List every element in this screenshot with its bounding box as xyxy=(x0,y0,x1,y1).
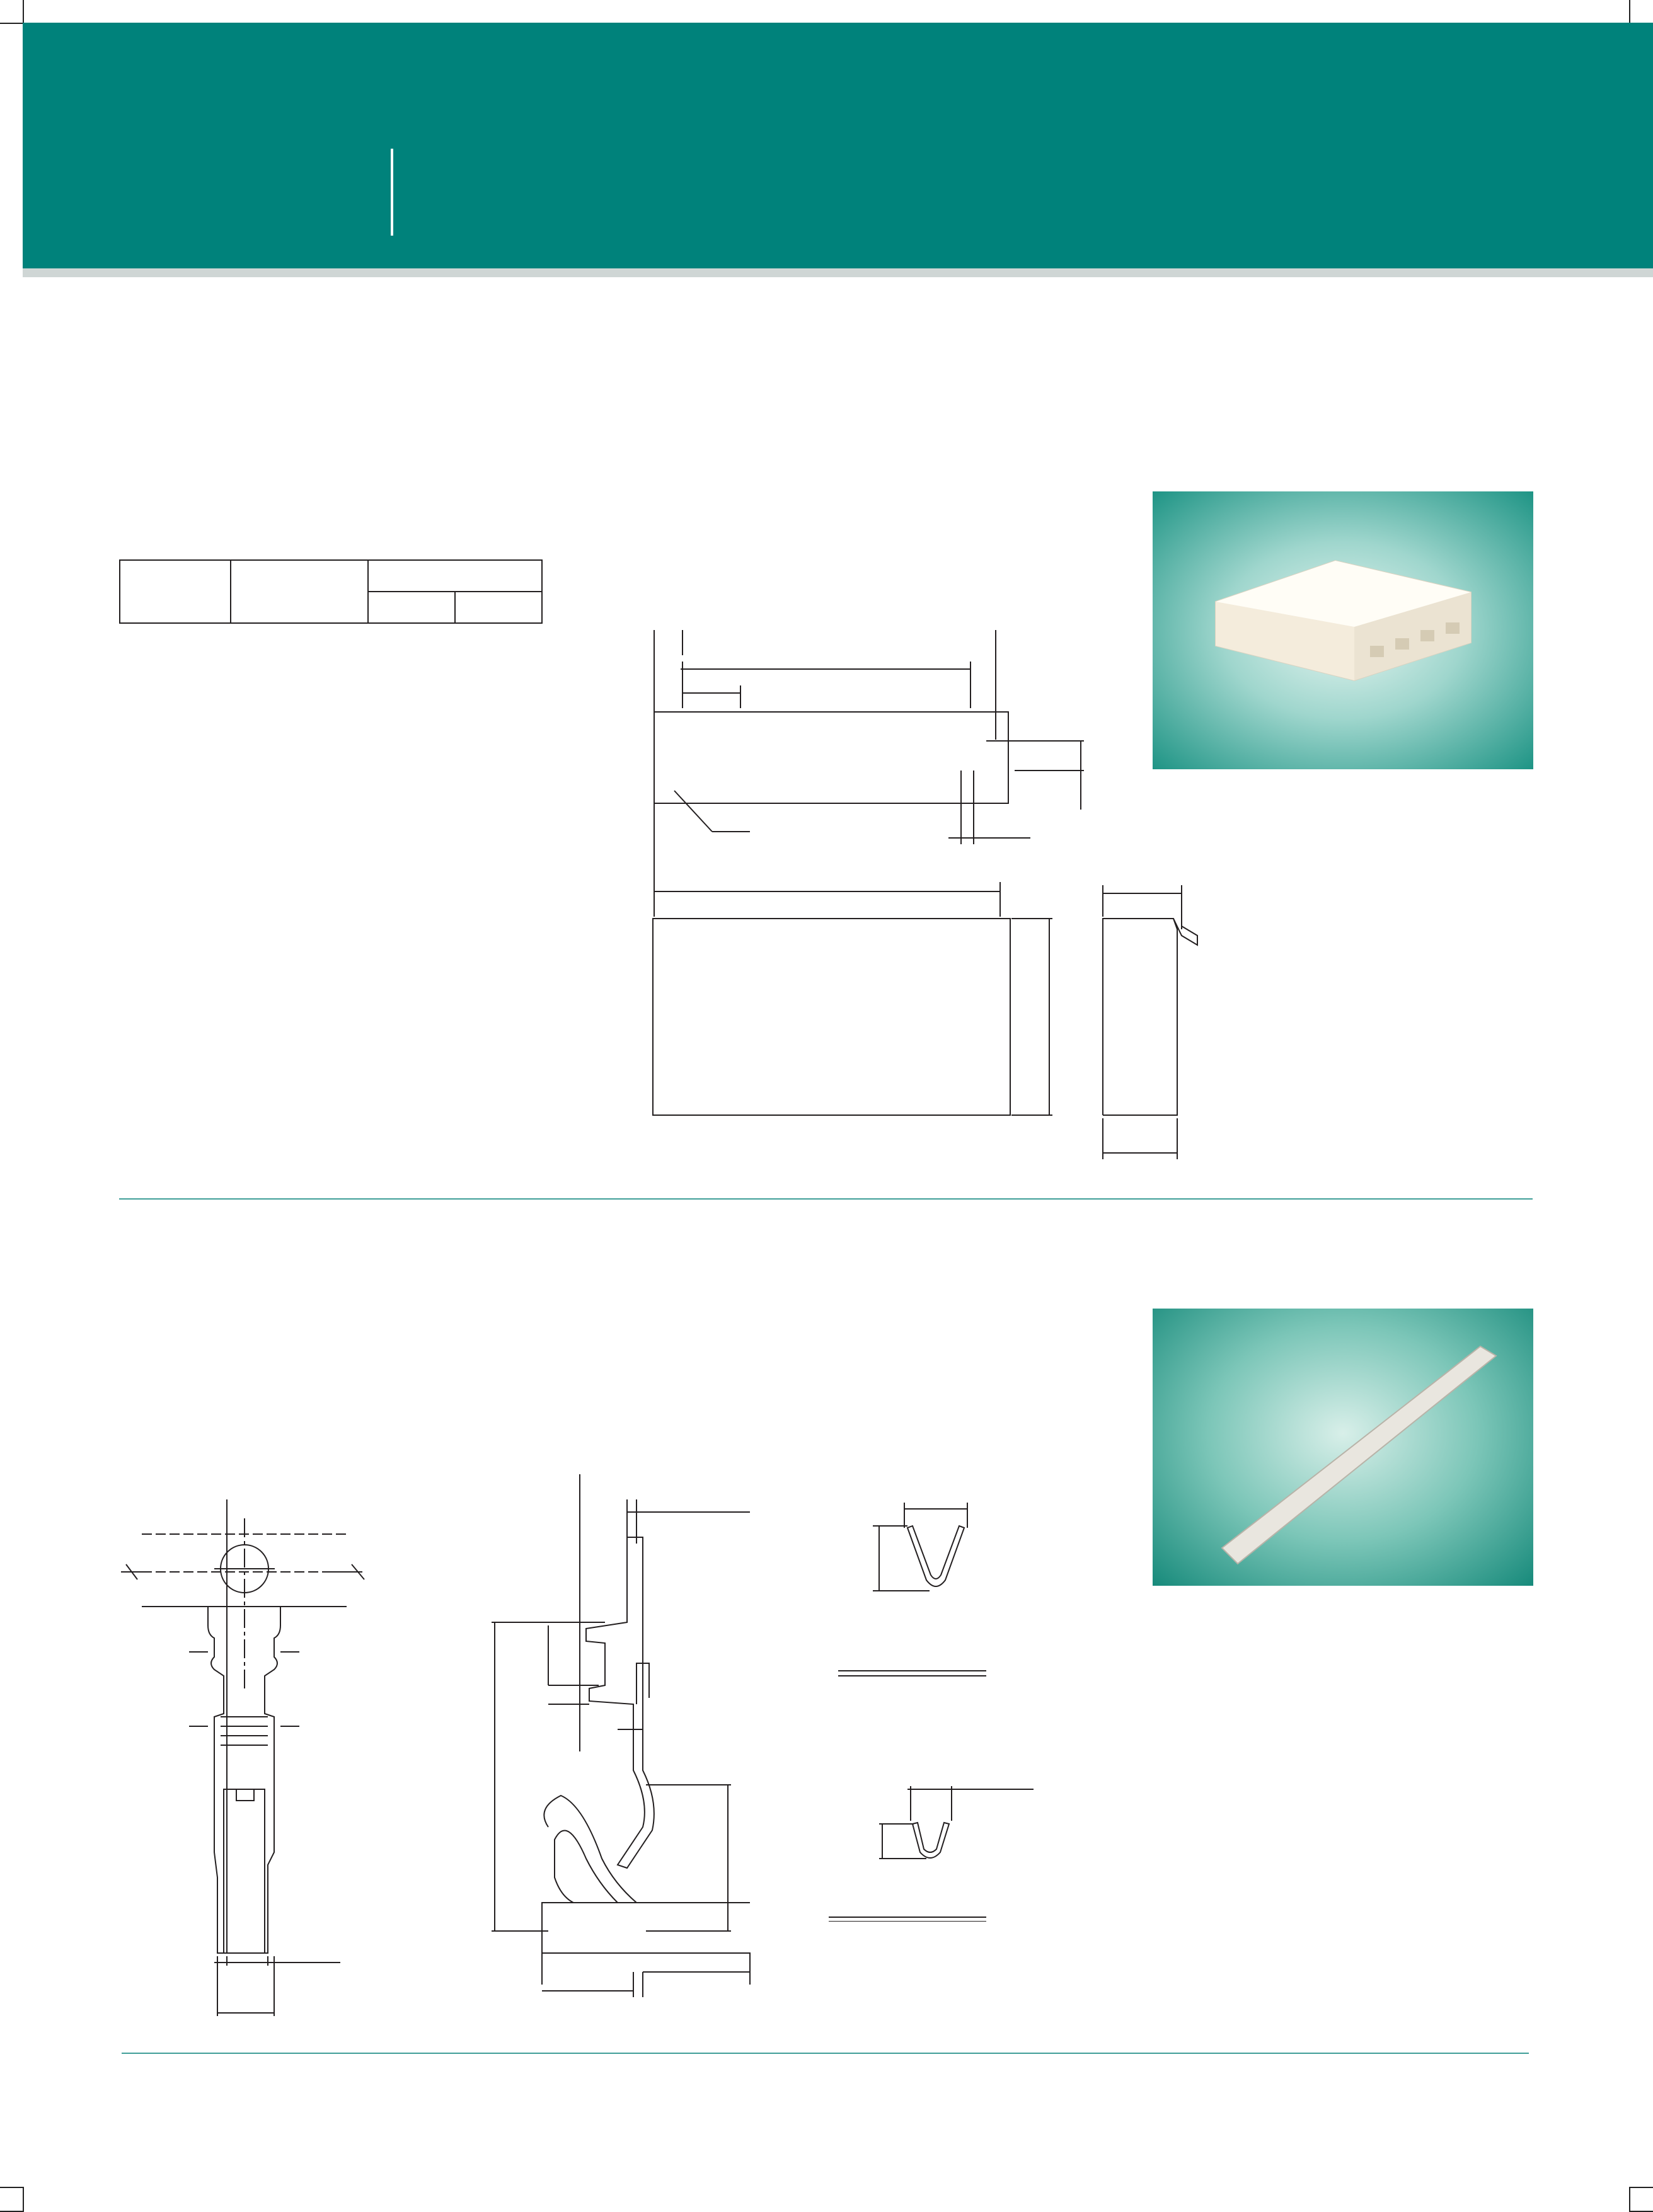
dimension-table xyxy=(119,559,543,624)
header-circuits xyxy=(120,560,231,623)
terminal-side-drawing xyxy=(454,1474,781,2010)
socket-drawing xyxy=(643,630,1223,1172)
terminal-flat-drawing xyxy=(113,1499,410,2029)
header-part-no xyxy=(231,560,368,623)
header-a xyxy=(368,592,455,623)
crop-mark-top-left xyxy=(0,0,24,24)
header-shadow xyxy=(23,268,1653,277)
header-b xyxy=(455,592,542,623)
footer-divider xyxy=(122,2053,1529,2054)
crop-mark-bottom-left xyxy=(0,2187,24,2212)
section-views-drawing xyxy=(819,1468,1046,1922)
crop-mark-top-right xyxy=(1629,0,1653,24)
crop-mark-bottom-right xyxy=(1629,2187,1653,2212)
logo-divider xyxy=(391,149,393,236)
header-dimensions xyxy=(368,560,542,592)
header-banner xyxy=(23,23,1653,268)
terminal-photo xyxy=(1153,1309,1533,1586)
section-divider xyxy=(119,1198,1533,1200)
socket-photo xyxy=(1153,491,1533,769)
